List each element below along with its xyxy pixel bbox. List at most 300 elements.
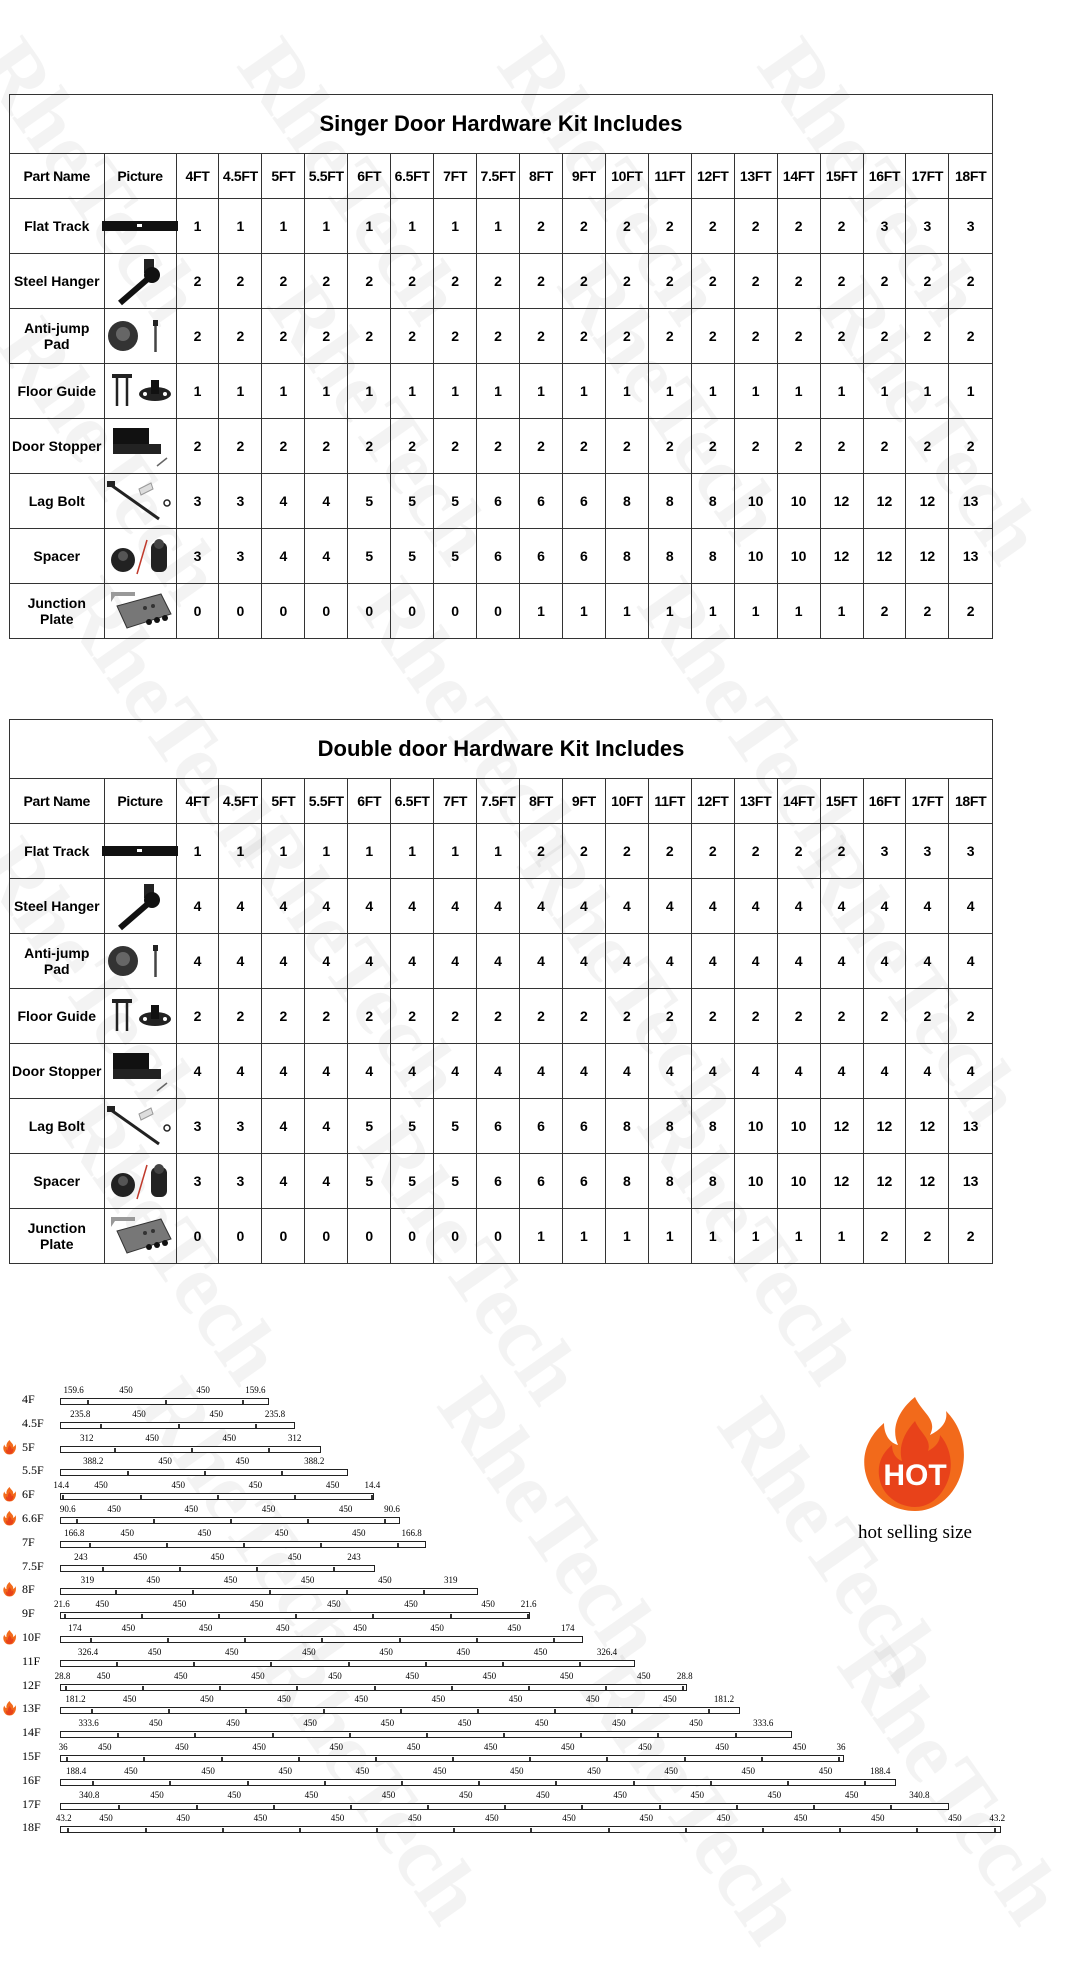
segment-length-label: 450 — [98, 1742, 112, 1752]
quantity-cell: 1 — [520, 1209, 563, 1264]
table-row — [10, 1099, 992, 1154]
quantity-cell: 2 — [949, 419, 992, 474]
mounting-hole — [994, 1828, 996, 1832]
quantity-cell: 2 — [691, 824, 734, 879]
quantity-cell: 4 — [262, 1154, 305, 1209]
segment-length-label: 450 — [456, 1646, 470, 1657]
part-name: Flat Track — [10, 824, 104, 879]
quantity-cell: 2 — [348, 989, 391, 1044]
header-size: 6.5FT — [391, 779, 434, 824]
mounting-hole — [425, 1662, 427, 1666]
quantity-cell: 2 — [734, 199, 777, 254]
track-bar — [60, 1493, 374, 1500]
quantity-cell: 2 — [520, 989, 563, 1044]
mounting-hole — [62, 1495, 64, 1499]
mounting-hole — [255, 1424, 257, 1428]
segment-length-label: 43.2 — [55, 1813, 72, 1824]
quantity-cell: 1 — [777, 1209, 820, 1264]
header-size: 16FT — [863, 154, 906, 199]
quantity-cell: 4 — [305, 1044, 348, 1099]
hot-flame-icon — [3, 1582, 16, 1597]
segment-length-label: 450 — [304, 1789, 319, 1800]
segment-length-label: 450 — [146, 1575, 161, 1586]
part-name: Floor Guide — [10, 364, 104, 419]
quantity-cell: 12 — [906, 529, 949, 584]
segment-length-label: 450 — [235, 1456, 250, 1467]
quantity-cell: 2 — [648, 309, 691, 364]
header-size: 18FT — [949, 154, 992, 199]
mounting-hole — [374, 1686, 376, 1690]
segment-length-label: 450 — [715, 1742, 729, 1752]
segment-length-label: 243 — [74, 1551, 88, 1562]
quantity-cell: 2 — [434, 309, 477, 364]
table-row — [10, 584, 992, 639]
quantity-cell: 4 — [562, 1044, 605, 1099]
hot-flame-icon — [3, 1630, 16, 1645]
quantity-cell: 2 — [262, 419, 305, 474]
quantity-cell: 2 — [820, 254, 863, 309]
mounting-hole — [477, 1709, 479, 1713]
quantity-cell: 2 — [648, 419, 691, 474]
quantity-cell: 8 — [691, 474, 734, 529]
quantity-cell: 0 — [219, 1209, 262, 1264]
quantity-cell: 1 — [219, 364, 262, 419]
mounting-hole — [527, 1614, 529, 1618]
quantity-cell: 4 — [648, 879, 691, 934]
quantity-cell: 1 — [176, 364, 219, 419]
segment-length-label: 450 — [327, 1599, 341, 1610]
quantity-cell: 0 — [477, 584, 520, 639]
quantity-cell: 10 — [734, 474, 777, 529]
segment-length-label: 450 — [432, 1765, 447, 1776]
mounting-hole — [735, 1733, 737, 1737]
segment-length-label: 235.8 — [70, 1408, 91, 1419]
track-bar — [60, 1755, 844, 1762]
table-row — [10, 309, 992, 364]
segment-length-label: 450 — [405, 1670, 419, 1681]
quantity-cell: 4 — [562, 934, 605, 989]
header-size: 10FT — [605, 154, 648, 199]
mounting-hole — [294, 1495, 296, 1499]
quantity-cell: 6 — [477, 1099, 520, 1154]
mounting-hole — [423, 1590, 425, 1594]
mounting-hole — [247, 1781, 249, 1785]
quantity-cell: 12 — [906, 474, 949, 529]
segment-length-label: 450 — [404, 1599, 418, 1610]
quantity-cell: 13 — [949, 529, 992, 584]
quantity-cell: 6 — [562, 1099, 605, 1154]
quantity-cell: 4 — [305, 529, 348, 584]
header-size: 8FT — [520, 154, 563, 199]
quantity-cell: 5 — [348, 474, 391, 529]
quantity-cell: 2 — [906, 584, 949, 639]
quantity-cell: 4 — [906, 879, 949, 934]
part-picture — [104, 199, 176, 254]
quantity-cell: 4 — [605, 1044, 648, 1099]
quantity-cell: 2 — [863, 584, 906, 639]
segment-length-label: 450 — [510, 1765, 524, 1776]
segment-length-label: 450 — [224, 1646, 239, 1657]
quantity-cell: 1 — [648, 364, 691, 419]
spacer-icon — [105, 529, 176, 583]
quantity-cell: 2 — [820, 419, 863, 474]
segment-length-label: 450 — [122, 1694, 137, 1705]
header-size: 4.5FT — [219, 779, 262, 824]
quantity-cell: 4 — [219, 1044, 262, 1099]
header-size: 14FT — [777, 154, 820, 199]
quantity-cell: 2 — [434, 419, 477, 474]
quantity-cell: 2 — [477, 419, 520, 474]
mounting-hole — [553, 1638, 555, 1642]
mounting-hole — [321, 1638, 323, 1642]
mounting-hole — [400, 1709, 402, 1713]
segment-length-label: 188.4 — [870, 1765, 891, 1776]
mounting-hole — [350, 1805, 352, 1809]
quantity-cell: 1 — [262, 824, 305, 879]
part-name: Flat Track — [10, 199, 104, 254]
quantity-cell: 1 — [348, 364, 391, 419]
mounting-hole — [89, 1543, 91, 1547]
mounting-hole — [243, 1543, 245, 1547]
quantity-cell: 2 — [262, 254, 305, 309]
quantity-cell: 1 — [906, 364, 949, 419]
quantity-cell: 2 — [176, 989, 219, 1044]
quantity-cell: 3 — [219, 1099, 262, 1154]
quantity-cell: 4 — [820, 1044, 863, 1099]
mounting-hole — [684, 1757, 686, 1761]
quantity-cell: 2 — [391, 419, 434, 474]
quantity-cell: 1 — [562, 584, 605, 639]
track-bar — [60, 1660, 635, 1667]
quantity-cell: 2 — [434, 989, 477, 1044]
segment-length-label: 174 — [561, 1623, 575, 1633]
segment-length-label: 450 — [637, 1670, 651, 1681]
quantity-cell: 2 — [648, 989, 691, 1044]
mounting-hole — [761, 1757, 763, 1761]
quantity-cell: 8 — [605, 1154, 648, 1209]
quantity-cell: 4 — [777, 1044, 820, 1099]
door-stopper-icon — [105, 419, 176, 473]
mounting-hole — [281, 1471, 283, 1475]
segment-length-label: 14.4 — [364, 1480, 381, 1491]
track-bar — [60, 1636, 583, 1643]
segment-length-label: 450 — [249, 1599, 264, 1610]
quantity-cell: 12 — [863, 1154, 906, 1209]
flat-track-icon — [105, 824, 176, 878]
segment-length-label: 450 — [536, 1789, 550, 1800]
quantity-cell: 5 — [434, 474, 477, 529]
quantity-cell: 2 — [820, 824, 863, 879]
mounting-hole — [580, 1733, 582, 1737]
part-picture — [104, 254, 176, 309]
track-size-label: 18F — [22, 1820, 41, 1835]
segment-length-label: 450 — [149, 1718, 163, 1729]
mounting-hole — [296, 1686, 298, 1690]
quantity-cell: 2 — [305, 254, 348, 309]
segment-length-label: 90.6 — [59, 1504, 76, 1514]
segment-length-label: 159.6 — [63, 1385, 84, 1395]
track-row — [0, 1766, 1000, 1788]
table-row — [10, 529, 992, 584]
quantity-cell: 4 — [262, 879, 305, 934]
header-size: 10FT — [605, 779, 648, 824]
track-row — [0, 1647, 1000, 1669]
header-size: 4FT — [176, 154, 219, 199]
quantity-cell: 4 — [176, 1044, 219, 1099]
quantity-cell: 3 — [863, 199, 906, 254]
mounting-hole — [168, 1709, 170, 1713]
mounting-hole — [242, 1400, 244, 1404]
part-picture — [104, 309, 176, 364]
mounting-hole — [530, 1828, 532, 1832]
mounting-hole — [217, 1495, 219, 1499]
quantity-cell: 2 — [820, 989, 863, 1044]
header-size: 15FT — [820, 154, 863, 199]
quantity-cell: 0 — [219, 584, 262, 639]
quantity-cell: 10 — [777, 1154, 820, 1209]
segment-length-label: 450 — [613, 1789, 627, 1800]
quantity-cell: 6 — [477, 1154, 520, 1209]
mounting-hole — [179, 1567, 181, 1571]
mounting-hole — [659, 1805, 661, 1809]
part-name: Door Stopper — [10, 419, 104, 474]
mounting-hole — [397, 1543, 399, 1547]
segment-length-label: 340.8 — [909, 1789, 930, 1800]
quantity-cell: 1 — [305, 824, 348, 879]
quantity-cell: 2 — [906, 419, 949, 474]
mounting-hole — [371, 1495, 373, 1499]
quantity-cell: 4 — [648, 1044, 691, 1099]
mounting-hole — [349, 1733, 351, 1737]
header-picture: Picture — [104, 154, 176, 199]
quantity-cell: 2 — [648, 254, 691, 309]
quantity-cell: 8 — [648, 1099, 691, 1154]
quantity-cell: 2 — [605, 419, 648, 474]
header-size: 17FT — [906, 154, 949, 199]
quantity-cell: 4 — [348, 934, 391, 989]
segment-length-label: 450 — [338, 1504, 353, 1514]
quantity-cell: 1 — [477, 824, 520, 879]
mounting-hole — [399, 1638, 401, 1642]
header-size: 9FT — [562, 154, 605, 199]
double-header-row — [10, 779, 992, 824]
quantity-cell: 4 — [305, 1099, 348, 1154]
mounting-hole — [372, 1614, 374, 1618]
part-picture — [104, 824, 176, 879]
quantity-cell: 3 — [906, 824, 949, 879]
segment-length-label: 333.6 — [78, 1718, 99, 1729]
quantity-cell: 2 — [176, 254, 219, 309]
mounting-hole — [230, 1519, 232, 1523]
mounting-hole — [90, 1638, 92, 1642]
quantity-cell: 2 — [391, 989, 434, 1044]
quantity-cell: 12 — [820, 1099, 863, 1154]
mounting-hole — [298, 1757, 300, 1761]
mounting-hole — [476, 1638, 478, 1642]
mounting-hole — [633, 1781, 635, 1785]
quantity-cell: 12 — [820, 529, 863, 584]
hot-flame-icon — [3, 1701, 16, 1716]
quantity-cell: 4 — [820, 934, 863, 989]
segment-length-label: 450 — [844, 1789, 859, 1800]
quantity-cell: 8 — [605, 474, 648, 529]
quantity-cell: 1 — [562, 364, 605, 419]
quantity-cell: 0 — [434, 1209, 477, 1264]
quantity-cell: 1 — [691, 1209, 734, 1264]
track-row — [0, 1552, 1000, 1574]
segment-length-label: 333.6 — [753, 1718, 774, 1729]
segment-length-label: 166.8 — [64, 1527, 85, 1538]
steel-hanger-icon — [105, 254, 176, 308]
segment-length-label: 312 — [80, 1432, 94, 1443]
segment-length-label: 450 — [379, 1646, 393, 1657]
segment-length-label: 450 — [209, 1408, 223, 1419]
quantity-cell: 2 — [691, 419, 734, 474]
segment-length-label: 450 — [664, 1765, 678, 1776]
svg-text:HOT: HOT — [883, 1459, 947, 1492]
segment-length-label: 450 — [120, 1527, 134, 1538]
quantity-cell: 0 — [305, 1209, 348, 1264]
quantity-cell: 2 — [863, 254, 906, 309]
segment-length-label: 450 — [278, 1765, 292, 1776]
mounting-hole — [270, 1662, 272, 1666]
quantity-cell: 10 — [734, 1154, 777, 1209]
segment-length-label: 450 — [870, 1813, 885, 1824]
segment-length-label: 450 — [533, 1646, 548, 1657]
segment-length-label: 450 — [562, 1813, 576, 1824]
mounting-hole — [245, 1709, 247, 1713]
hot-caption: hot selling size — [858, 1522, 972, 1543]
track-size-label: 15F — [22, 1749, 41, 1763]
quantity-cell: 12 — [820, 474, 863, 529]
track-row — [0, 1790, 1000, 1812]
track-size-label: 17F — [22, 1796, 41, 1811]
quantity-cell: 2 — [562, 254, 605, 309]
mounting-hole — [453, 1828, 455, 1832]
part-picture — [104, 529, 176, 584]
mounting-hole — [450, 1614, 452, 1618]
mounting-hole — [64, 1614, 66, 1618]
quantity-cell: 4 — [176, 879, 219, 934]
mounting-hole — [102, 1567, 104, 1571]
part-name: Steel Hanger — [10, 879, 104, 934]
mounting-hole — [76, 1519, 78, 1523]
quantity-cell: 4 — [605, 879, 648, 934]
double-kit-title: Double door Hardware Kit Includes — [10, 720, 992, 779]
header-size: 7.5FT — [477, 154, 520, 199]
segment-length-label: 450 — [175, 1742, 189, 1752]
quantity-cell: 3 — [906, 199, 949, 254]
track-bar — [60, 1588, 478, 1595]
quantity-cell: 1 — [348, 199, 391, 254]
quantity-cell: 2 — [219, 309, 262, 364]
header-size: 7FT — [434, 779, 477, 824]
track-row — [0, 1813, 1006, 1835]
segment-length-label: 450 — [561, 1742, 575, 1752]
track-bar — [60, 1541, 426, 1548]
track-size-label: 6.6F — [22, 1511, 44, 1525]
segment-length-label: 450 — [767, 1789, 782, 1800]
segment-length-label: 450 — [252, 1742, 266, 1752]
quantity-cell: 6 — [477, 474, 520, 529]
part-name: Lag Bolt — [10, 474, 104, 529]
segment-length-label: 450 — [485, 1813, 499, 1824]
quantity-cell: 5 — [434, 1154, 477, 1209]
segment-length-label: 450 — [407, 1813, 422, 1824]
quantity-cell: 1 — [520, 584, 563, 639]
hot-flame-icon — [3, 1440, 16, 1455]
segment-length-label: 450 — [251, 1670, 265, 1681]
quantity-cell: 4 — [305, 474, 348, 529]
quantity-cell: 2 — [305, 309, 348, 364]
mounting-hole — [839, 1828, 841, 1832]
quantity-cell: 2 — [906, 254, 949, 309]
mounting-hole — [348, 1662, 350, 1666]
track-size-label: 13F — [22, 1701, 41, 1716]
quantity-cell: 1 — [734, 1209, 777, 1264]
quantity-cell: 2 — [605, 254, 648, 309]
segment-length-label: 28.8 — [676, 1670, 693, 1681]
header-size: 5.5FT — [305, 154, 348, 199]
quantity-cell: 1 — [734, 364, 777, 419]
quantity-cell: 2 — [176, 419, 219, 474]
quantity-cell: 4 — [863, 1044, 906, 1099]
segment-length-label: 450 — [150, 1789, 164, 1800]
header-part-name: Part Name — [10, 779, 104, 824]
segment-length-label: 450 — [302, 1646, 316, 1657]
quantity-cell: 1 — [176, 824, 219, 879]
mounting-hole — [710, 1781, 712, 1785]
segment-length-label: 450 — [248, 1480, 263, 1491]
mounting-hole — [218, 1614, 220, 1618]
segment-length-label: 450 — [406, 1742, 421, 1752]
mounting-hole — [273, 1805, 275, 1809]
quantity-cell: 2 — [820, 199, 863, 254]
mounting-hole — [736, 1805, 738, 1809]
table-row — [10, 254, 992, 309]
segment-length-label: 450 — [173, 1670, 188, 1681]
quantity-cell: 1 — [691, 364, 734, 419]
quantity-cell: 1 — [648, 584, 691, 639]
segment-length-label: 340.8 — [79, 1789, 100, 1800]
quantity-cell: 6 — [477, 529, 520, 584]
mounting-hole — [117, 1733, 119, 1737]
quantity-cell: 2 — [777, 419, 820, 474]
quantity-cell: 4 — [305, 879, 348, 934]
mounting-hole — [787, 1781, 789, 1785]
quantity-cell: 4 — [262, 934, 305, 989]
quantity-cell: 1 — [434, 824, 477, 879]
mounting-hole — [682, 1686, 684, 1690]
track-bar — [60, 1612, 530, 1619]
segment-length-label: 450 — [458, 1789, 473, 1800]
segment-length-label: 450 — [176, 1813, 190, 1824]
quantity-cell: 0 — [176, 1209, 219, 1264]
track-size-label: 16F — [22, 1772, 41, 1787]
mounting-hole — [375, 1757, 377, 1761]
quantity-cell: 0 — [305, 584, 348, 639]
quantity-cell: 4 — [305, 1154, 348, 1209]
mounting-hole — [268, 1448, 270, 1452]
table-row — [10, 934, 992, 989]
track-bar — [60, 1469, 348, 1476]
mounting-hole — [191, 1448, 193, 1452]
quantity-cell: 2 — [520, 199, 563, 254]
table-row — [10, 1154, 992, 1209]
segment-length-label: 450 — [639, 1813, 653, 1824]
quantity-cell: 13 — [949, 1154, 992, 1209]
quantity-cell: 2 — [863, 419, 906, 474]
